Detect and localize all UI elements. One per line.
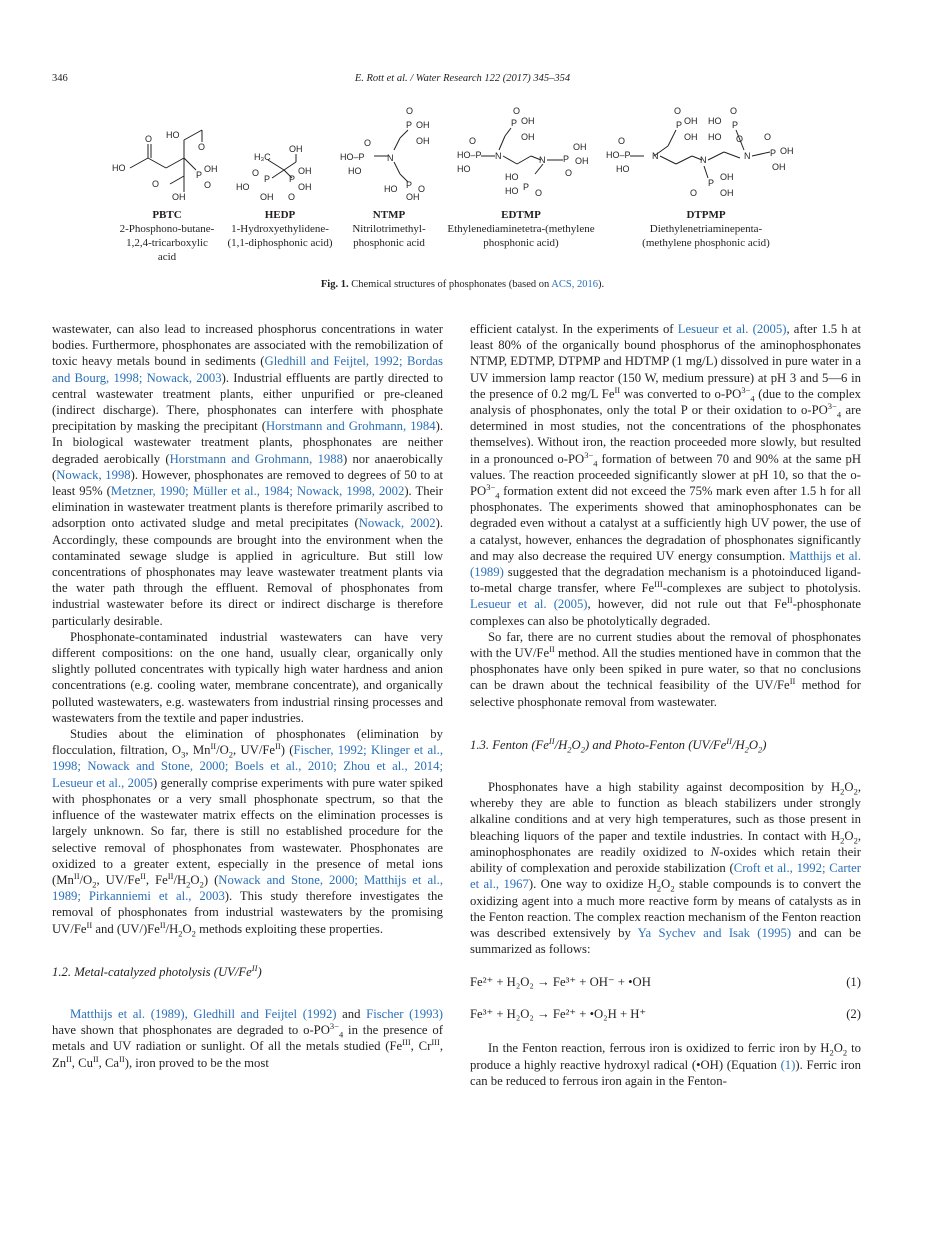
svg-text:H₃C: H₃C — [254, 152, 271, 162]
svg-text:N: N — [539, 155, 546, 165]
paragraph: Matthijs et al. (1989), Gledhill and Feijtel (1992) and Fischer (1993) have shown that phosphonates are degraded to $o-PO^{3-}_4$ in the presence of metals and UV radiation or sunlight. Of all the metals studied ($Fe^{III}$, $Cr^{III}$, $Zn^{II}$, $Cu^{II}$, $Ca^{II}$), iron proved to be the most — [52, 1006, 443, 1070]
svg-text:OH: OH — [416, 120, 430, 130]
svg-text:N: N — [744, 151, 751, 161]
running-head — [0, 73, 925, 84]
svg-text:P: P — [289, 174, 296, 184]
figure-label: Fig. 1. — [320, 279, 349, 290]
svg-text:OH: OH — [573, 142, 587, 152]
svg-text:O: O — [535, 188, 543, 198]
svg-text:OH: OH — [521, 116, 535, 126]
equation-2: Fe³⁺ + H₂O₂ → Fe²⁺ + •O₂H + H⁺ (2) — [470, 1007, 861, 1022]
figure-caption: Fig. 1. Chemical structures of phosphonates (based on ACS, 2016). — [320, 279, 605, 290]
ref-link[interactable]: Horstmann and Grohmann, 1984 — [265, 419, 436, 434]
svg-text:P: P — [406, 180, 413, 190]
svg-text:OH: OH — [521, 132, 535, 142]
ref-link[interactable]: Gledhill and Feijtel, 1992; Bordas and Bourg, 1998; Nowack, 2003 — [52, 354, 443, 385]
section-heading-1-3: 1.3. Fenton $(Fe^{II}/H_2O_2)$ and Photo-Fenton $(UV/Fe^{II}/H_2O_2)$ — [470, 735, 767, 755]
svg-text:HO: HO — [708, 132, 722, 142]
paragraph: Phosphonates have a high stability against decomposition by $H_2O_2$, whereby they are able to function as bleach stabilizers under strongly alkaline conditions and at very high temperatures, such as those present in bleaching liquors of the paper and textile industries. In contact with $H_2O_2$, aminophosphonates are readily oxidized to N-oxides which retain their ability of complexation and peroxide stabilization (Croft et al., 1992; Carter et al., 1967). One way to oxidize $H_2O_2$ stable compounds is to convert the oxidizing agent into a much more reactive form by means of catalysts as in the Fenton reaction. The complex reaction mechanism of the Fenton reaction was described extensively by Ya Sychev and Isak (1995) and can be summarized as follows: — [470, 780, 862, 957]
svg-text:O: O — [204, 180, 212, 190]
svg-text:OH: OH — [684, 116, 698, 126]
svg-text:HO: HO — [112, 163, 126, 173]
svg-text:P: P — [732, 120, 739, 130]
ref-link[interactable]: Lesueur et al. (2005) — [470, 597, 588, 612]
paragraph: So far, there are no current studies about the removal of phosphonates with the $UV/Fe^{II}$ method. All the studies mentioned have in common that the phosphonates have only been spiked in pure water, so that no conclusions can be drawn about the technical feasibility of the $UV/Fe^{II}$ method for selective phosphonate removal from wastewater. — [470, 629, 862, 709]
svg-text:P: P — [511, 118, 518, 128]
svg-text:O: O — [764, 132, 772, 142]
ref-link[interactable]: Fischer (1993) — [366, 1006, 443, 1021]
ref-link[interactable]: Metzner, 1990; Müller et al., 1984; Nowack, 1998, 2002 — [110, 484, 405, 499]
ref-link[interactable]: Nowack, 2002 — [358, 516, 436, 531]
svg-text:P: P — [196, 170, 203, 180]
svg-text:O: O — [406, 106, 414, 116]
svg-text:O: O — [730, 106, 738, 116]
paragraph: efficient catalyst. In the experiments of Lesueur et al. (2005), after 1.5 h at least 80% of the organically bound phosphorus of the aminophosphonates NTMP, EDTMP, DTPMP and HDTMP (1 mg/L) dissolved in pure water in a UV immersion lamp reactor (150 W, medium pressure) at pH 3 and 5—6 in the presence of 0.2 mg/L $Fe^{II}$ was converted to $o-PO^{3-}_4$ (due to the complex analysis of phosphonates, only the total P or their oxidation to $o-PO^{3-}_4$ are determined in most studies, not the concentrations of the phosphonates themselves). Without iron, the reaction proceeded more slowly, but resulted in a pronounced $o-PO^{3-}_4$ formation of between 70 and 90% at the same pH values. The reaction proceeded significantly slower at pH 10, so that the $o-PO^{3-}_4$ formation extent did not exceed the 75% mark even after 1.5 h for all phosphonates. The experiments showed that aminophosphonates can be degraded even without a catalyst at a sufficiently high UV power, the use of a catalyst, however, enhances the degradation of phosphonates significantly and may also decrease the required UV energy consumption. Matthijs et al. (1989) suggested that the degradation mechanism is a photoinduced ligand-to-metal charge transfer, where $Fe^{III}$-complexes are subject to photolysis. Lesueur et al. (2005), however, did not rule out that $Fe^{II}$-phosphonate complexes can also be photolytically degraded. — [470, 322, 861, 628]
svg-text:O: O — [736, 134, 744, 144]
svg-text:O: O — [288, 192, 296, 202]
svg-text:O: O — [618, 136, 626, 146]
ref-link[interactable]: Horstmann and Grohmann, 1988 — [169, 451, 343, 466]
right-column — [470, 321, 861, 1089]
svg-text:OH: OH — [260, 192, 274, 202]
ref-link[interactable]: Lesueur et al. (2005) — [677, 322, 787, 336]
running-head-authors: E. Rott et al. / — [354, 73, 416, 84]
svg-text:P: P — [770, 148, 777, 158]
svg-text:HO: HO — [505, 186, 519, 196]
svg-text:HO: HO — [236, 182, 250, 192]
ref-link-equation-1[interactable]: (1) — [780, 1057, 796, 1072]
svg-text:HO: HO — [166, 130, 180, 140]
ref-link[interactable]: Nowack and Stone, 2000; Matthijs et al., 1989; Pirkanniemi et al., 2003 — [52, 872, 443, 904]
compound-caption-pbtc: PBTC 2-Phosphono-butane-1,2,4-tricarboxylic acid — [119, 209, 215, 263]
svg-text:O: O — [674, 106, 682, 116]
structure-edtmp — [455, 100, 605, 202]
paragraph: Studies about the elimination of phosphonates (elimination by flocculation, filtration, $O_3$, $Mn^{II}/O_2$, $UV/Fe^{II}$) (Fischer, 1992; Klinger et al., 1998; Nowack and Stone, 2000; Boels et al., 2010; Zhou et al., 2014; Lesueur et al., 2005) generally comprise experiments with pure water spiked with phosphonates or a very small phosphonate spectrum, so that the influence of the wastewater matrix effects on the elimination processes is largely unknown. So far, there is still no established procedure for the selective removal of phosphonates from wastewater. Phosphonates are oxidized to a greater extent, especially in the presence of metal ions ($Mn^{II}/O_2$, $UV/Fe^{II}$, $Fe^{II}/H_2O_2$) (Nowack and Stone, 2000; Matthijs et al., 1989; Pirkanniemi et al., 2003). This study therefore investigates the removal of phosphonates from industrial wastewaters by the promising $UV/Fe^{II}$ and $(UV/)Fe^{II}/H_2O_2$ methods exploiting these properties. — [52, 727, 443, 939]
compound-caption-edtmp: EDTMP Ethylenediaminetetra-(methylene phosphonic acid) — [447, 209, 595, 249]
svg-text:O: O — [252, 168, 260, 178]
structure-hedp — [234, 100, 334, 202]
ref-link-acs[interactable]: ACS, 2016 — [551, 279, 598, 290]
ref-link[interactable]: Croft et al., 1992; Carter et al., 1967 — [470, 861, 861, 892]
paragraph: Phosphonate-contaminated industrial wastewaters can have very different compositions: on the one hand, usually clear, organically only slightly polluted concentrates with typically high water hardness and anion concentrations (e.g. cooling water, membrane concentrate), and organically polluted wastewaters, e.g. wastewaters from industrial rinsing processes and wastewaters from the textile and paper industries. — [52, 629, 443, 725]
svg-text:O: O — [418, 184, 426, 194]
svg-text:HO–P: HO–P — [457, 150, 482, 160]
svg-text:OH: OH — [204, 164, 218, 174]
svg-text:OH: OH — [298, 166, 312, 176]
svg-text:O: O — [152, 179, 160, 189]
compound-caption-dtpmp: DTPMP Diethylenetriaminepenta-(methylene phosphonic acid) — [642, 209, 770, 249]
svg-text:O: O — [469, 136, 477, 146]
svg-text:OH: OH — [684, 132, 698, 142]
svg-text:OH: OH — [575, 156, 589, 166]
svg-text:HO–P: HO–P — [340, 152, 365, 162]
svg-text:P: P — [264, 174, 271, 184]
svg-text:OH: OH — [289, 144, 303, 154]
svg-text:P: P — [676, 120, 683, 130]
svg-text:N: N — [700, 155, 707, 165]
page-number: 346 — [52, 73, 68, 84]
svg-text:N: N — [387, 153, 394, 163]
svg-text:O: O — [690, 188, 698, 198]
ref-link[interactable]: Matthijs et al. (1989), Gledhill and Feijtel (1992) — [70, 1006, 337, 1021]
ref-link[interactable]: Nowack, 1998 — [56, 467, 131, 482]
svg-text:P: P — [523, 182, 530, 192]
svg-text:N: N — [495, 151, 502, 161]
svg-text:OH: OH — [416, 136, 430, 146]
paragraph: wastewater, can also lead to increased phosphorus concentrations in water bodies. Furthermore, phosphonates are associated with the remobilization of toxic heavy metals bound in sediments (Gledhill and Feijtel, 1992; Bordas and Bourg, 1998; Nowack, 2003). Industrial effluents are partly directed to central wastewater treatment plants, either unpurified or pre-cleaned (indirect discharge). There, phosphonates can interfere with phosphate precipitation by masking the precipitant (Horstmann and Grohmann, 1984). In biological wastewater treatment plants, phosphonates are neither degraded aerobically (Horstmann and Grohmann, 1988) nor anaerobically (Nowack, 1998). However, phosphonates are removed to degrees of 50 to at least 95% (Metzner, 1990; Müller et al., 1984; Nowack, 1998, 2002). Their elimination in wastewater treatment plants is therefore primarily ascribed to adsorption onto activated sludge and metal precipitates (Nowack, 2002). Accordingly, these compounds are brought into the environment when the contaminated sewage sludge is applied in agriculture. But still low concentrations of phosphonates may leave wastewater treatment plants via the water path through the effluent. Removal of phosphonates from industrial wastewater before its direct or indirect discharge is therefore particularly desirable. — [52, 322, 443, 628]
running-head-journal: Water Research 122 (2017) 345–354 — [415, 73, 571, 84]
svg-text:O: O — [565, 168, 573, 178]
svg-text:O: O — [145, 134, 153, 144]
ref-link[interactable]: Matthijs et al. (1989) — [470, 548, 861, 580]
svg-text:P: P — [708, 178, 715, 188]
svg-text:HO: HO — [616, 164, 630, 174]
svg-text:HO: HO — [348, 166, 362, 176]
svg-text:OH: OH — [720, 172, 734, 182]
svg-text:HO: HO — [384, 184, 398, 194]
svg-text:O: O — [364, 138, 372, 148]
ref-link[interactable]: Fischer, 1992; Klinger et al., 1998; Nowack and Stone, 2000; Boels et al., 2010; Zhou et al., 2014; Lesueur et al., 2005 — [52, 743, 443, 790]
svg-text:OH: OH — [720, 188, 734, 198]
svg-text:P: P — [406, 120, 413, 130]
compound-caption-hedp: HEDP 1-Hydroxyethylidene-(1,1-diphosphonic acid) — [227, 209, 333, 249]
structure-dtpmp — [604, 100, 804, 202]
svg-text:OH: OH — [772, 162, 786, 172]
svg-text:O: O — [198, 142, 206, 152]
paragraph: In the Fenton reaction, ferrous iron is oxidized to ferric iron by $H_2O_2$ to produce a highly reactive hydroxyl radical (•OH) (Equation (1)). Ferric iron can be reduced to ferrous iron again in the Fenton- — [470, 1041, 861, 1088]
svg-text:OH: OH — [406, 192, 420, 202]
structure-ntmp — [338, 100, 438, 202]
svg-text:OH: OH — [298, 182, 312, 192]
svg-text:HO–P: HO–P — [606, 150, 631, 160]
svg-text:P: P — [563, 154, 570, 164]
section-heading-1-2: 1.2. Metal-catalyzed photolysis $(UV/Fe^{II})$ — [52, 962, 262, 979]
svg-text:HO: HO — [505, 172, 519, 182]
svg-text:O: O — [513, 106, 521, 116]
svg-text:N: N — [652, 151, 659, 161]
ref-link[interactable]: Ya Sychev and Isak (1995) — [637, 925, 792, 940]
structure-pbtc — [108, 100, 223, 202]
compound-caption-ntmp: NTMP Nitrilotrimethyl-phosphonic acid — [352, 209, 426, 249]
left-column — [52, 321, 443, 1071]
svg-text:HO: HO — [708, 116, 722, 126]
svg-text:HO: HO — [457, 164, 471, 174]
equation-1: Fe²⁺ + H₂O₂ → Fe³⁺ + OH⁻ + •OH (1) — [470, 975, 861, 990]
svg-text:OH: OH — [172, 192, 186, 202]
svg-text:OH: OH — [780, 146, 794, 156]
